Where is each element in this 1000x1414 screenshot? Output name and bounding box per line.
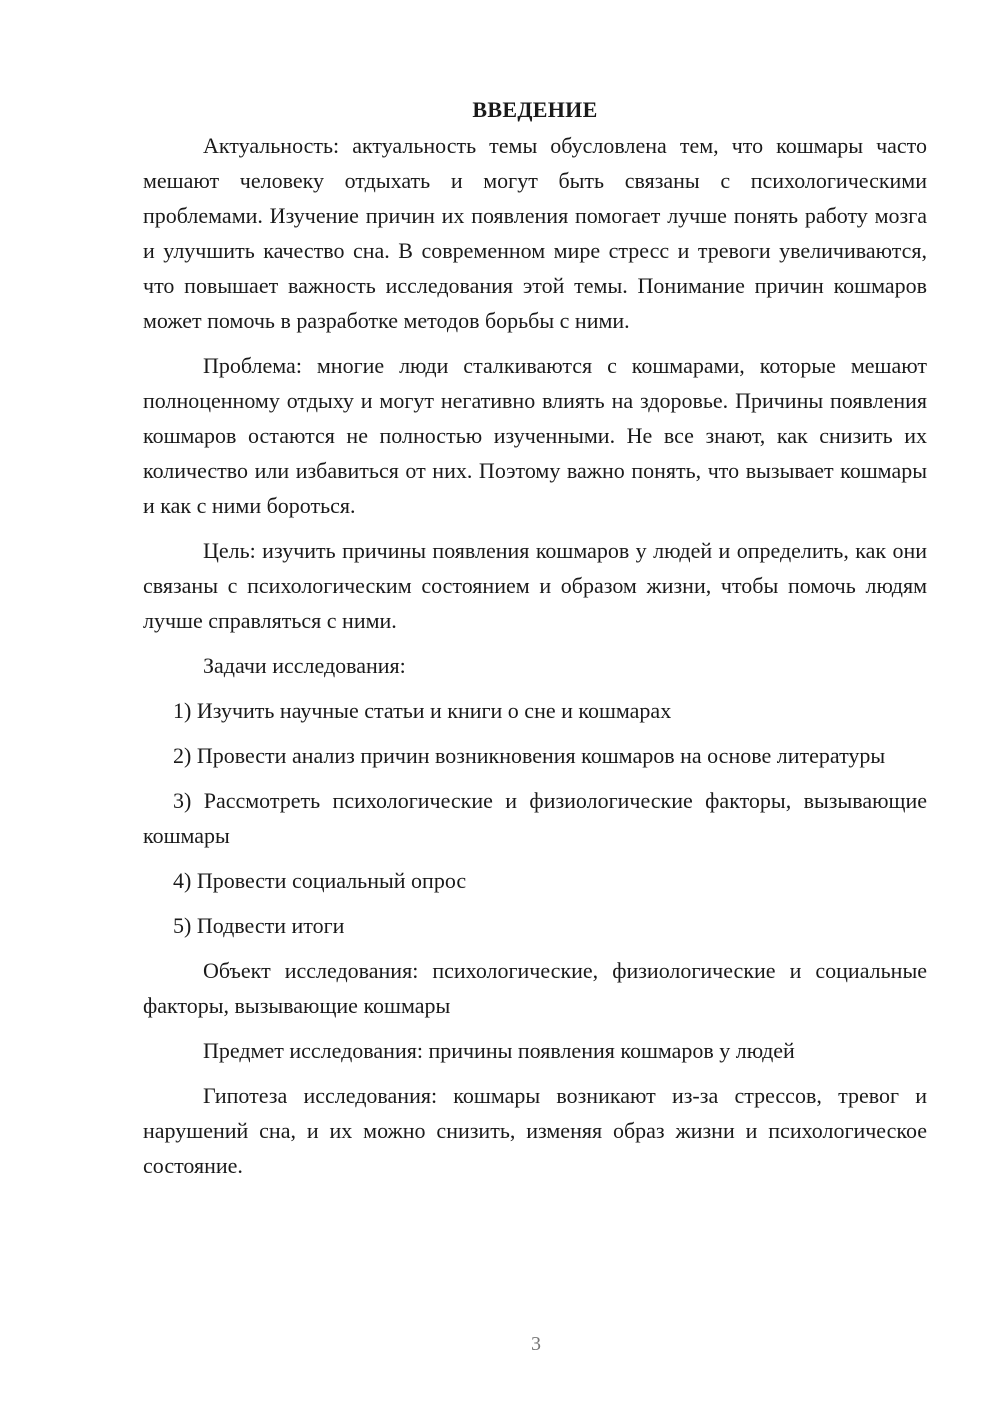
hypothesis-paragraph: Гипотеза исследования: кошмары возникают из-за стрессов, тревог и нарушений сна, и их можно снизить, изменяя образ жизни и психологическое состояние. — [143, 1083, 927, 1178]
task-item-4: 4) Провести социальный опрос — [173, 868, 467, 893]
task-item-1: 1) Изучить научные статьи и книги о сне и кошмарах — [173, 698, 672, 723]
problem-paragraph: Проблема: многие люди сталкиваются с кошмарами, которые мешают полноценному отдыху и могут негативно влиять на здоровье. Причины появления кошмаров остаются не полностью изученными. Не все знают, как снизить их количество или избавиться от них. Поэтому важно понять, что вызывает кошмары и как с ними бороться. — [143, 353, 927, 518]
relevance-paragraph: Актуальность: актуальность темы обусловлена тем, что кошмары часто мешают человеку отдыхать и могут быть связаны с психологическими проблемами. Изучение причин их появления помогает лучше понять работу мозга и улучшить качество сна. В современном мире стресс и тревоги увеличиваются, что повышает важность исследования этой темы. Понимание причин кошмаров может помочь в разработке методов борьбы с ними. — [143, 133, 927, 333]
tasks-heading: Задачи исследования: — [203, 653, 406, 678]
subject-paragraph: Предмет исследования: причины появления кошмаров у людей — [203, 1038, 795, 1063]
goal-paragraph: Цель: изучить причины появления кошмаров у людей и определить, как они связаны с психологическим состоянием и образом жизни, чтобы помочь людям лучше справляться с ними. — [143, 538, 927, 633]
page-content — [143, 92, 927, 1193]
task-item-3: 3) Рассмотреть психологические и физиологические факторы, вызывающие кошмары — [143, 788, 927, 848]
task-item-5: 5) Подвести итоги — [173, 913, 345, 938]
page-number: 3 — [531, 1333, 541, 1355]
task-item-2: 2) Провести анализ причин возникновения кошмаров на основе литературы — [173, 743, 886, 768]
section-heading: ВВЕДЕНИЕ — [472, 97, 598, 122]
object-paragraph: Объект исследования: психологические, физиологические и социальные факторы, вызывающие кошмары — [143, 958, 927, 1018]
